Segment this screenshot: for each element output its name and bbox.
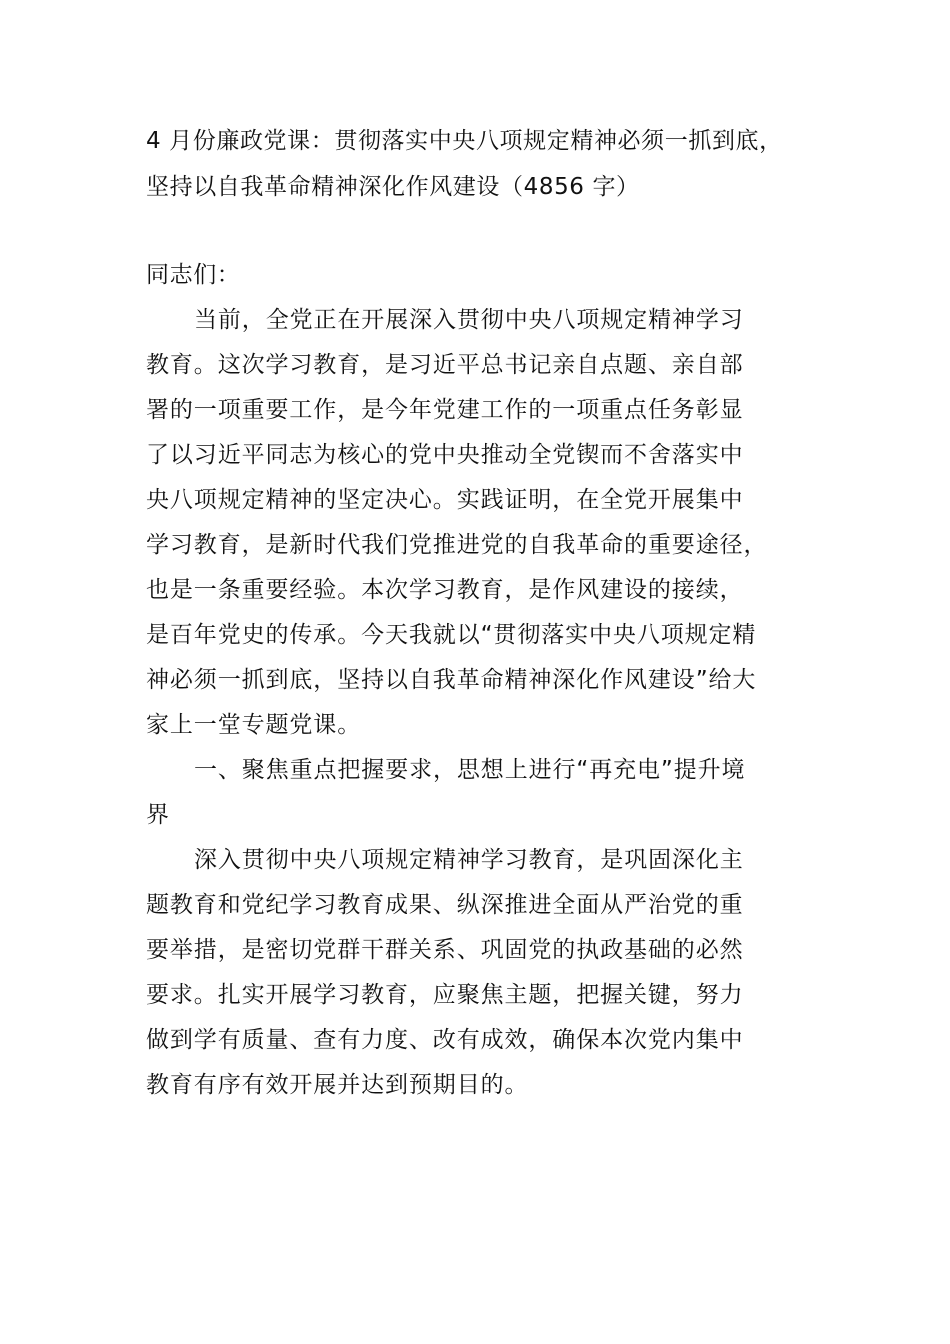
document-title-line-1: 4 月份廉政党课：贯彻落实中央八项规定精神必须一抓到底， xyxy=(146,128,783,154)
paragraph-line: 题教育和党纪学习教育成果、纵深推进全面从严治党的重 xyxy=(146,892,744,918)
paragraph-line: 要举措，是密切党群干群关系、巩固党的执政基础的必然 xyxy=(146,937,744,963)
section-heading-line: 一、聚焦重点把握要求，思想上进行“再充电”提升境 xyxy=(194,757,746,783)
paragraph-line: 家上一堂专题党课。 xyxy=(146,712,362,738)
paragraph-line: 做到学有质量、查有力度、改有成效，确保本次党内集中 xyxy=(146,1027,744,1053)
paragraph-line: 教育。这次学习教育，是习近平总书记亲自点题、亲自部 xyxy=(146,352,744,378)
document-title-line-2: 坚持以自我革命精神深化作风建设（4856 字） xyxy=(146,174,640,200)
paragraph-line: 了以习近平同志为核心的党中央推动全党锲而不舍落实中 xyxy=(146,442,744,468)
paragraph-line: 是百年党史的传承。今天我就以“贯彻落实中央八项规定精 xyxy=(146,622,757,648)
section-heading-line: 界 xyxy=(146,802,170,828)
salutation: 同志们： xyxy=(146,262,241,288)
paragraph-line: 学习教育，是新时代我们党推进党的自我革命的重要途径， xyxy=(146,532,768,558)
paragraph-line: 要求。扎实开展学习教育，应聚焦主题，把握关键，努力 xyxy=(146,982,744,1008)
paragraph-line: 教育有序有效开展并达到预期目的。 xyxy=(146,1072,529,1098)
paragraph-line: 当前，全党正在开展深入贯彻中央八项规定精神学习 xyxy=(194,307,744,333)
paragraph-line: 央八项规定精神的坚定决心。实践证明，在全党开展集中 xyxy=(146,487,744,513)
paragraph-line: 也是一条重要经验。本次学习教育，是作风建设的接续， xyxy=(146,577,744,603)
paragraph-line: 署的一项重要工作，是今年党建工作的一项重点任务彰显 xyxy=(146,397,744,423)
paragraph-line: 神必须一抓到底，坚持以自我革命精神深化作风建设”给大 xyxy=(146,667,757,693)
paragraph-line: 深入贯彻中央八项规定精神学习教育，是巩固深化主 xyxy=(194,847,744,873)
